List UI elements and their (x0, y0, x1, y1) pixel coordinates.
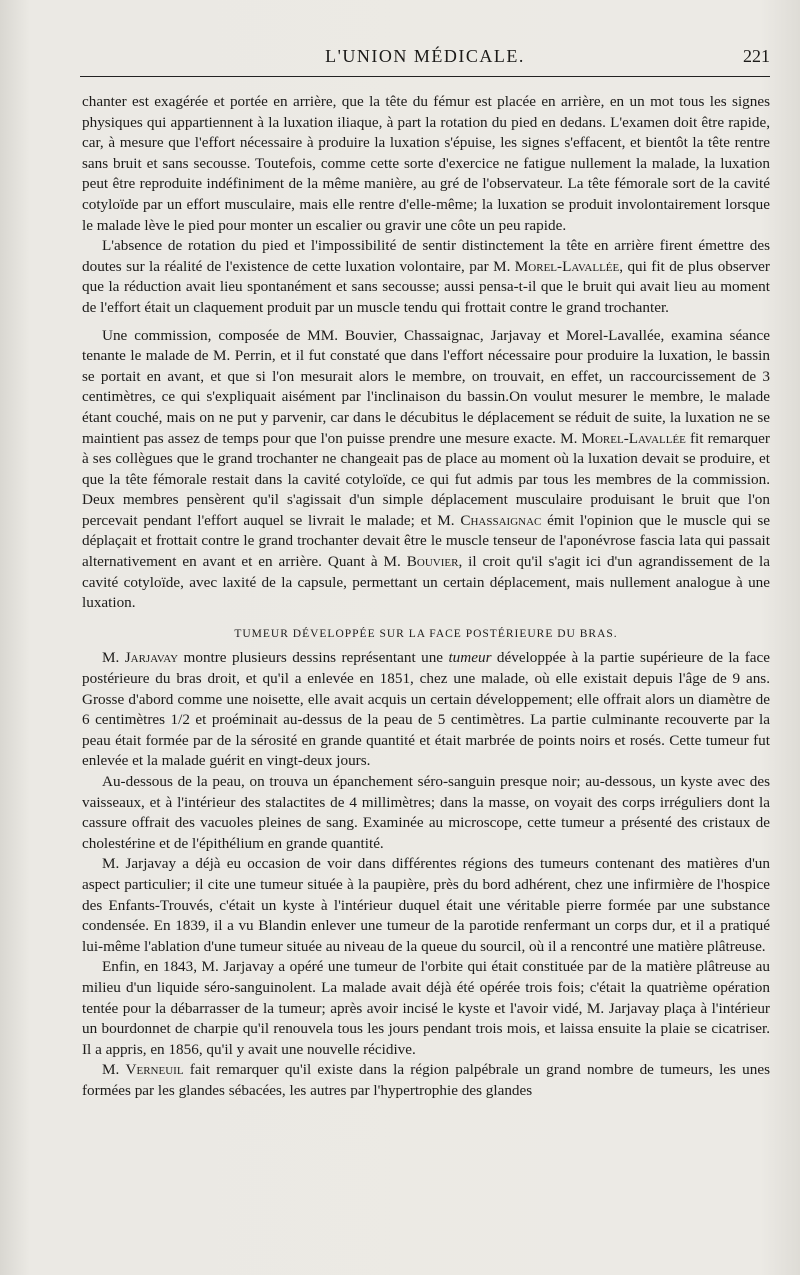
person-name: Morel-Lavallée (581, 429, 686, 447)
running-title: L'UNION MÉDICALE. (325, 46, 525, 66)
header-rule (80, 76, 770, 77)
text-segment: fait remarquer qu'il existe dans la région palpébrale un grand nombre de tumeurs, les unes formées par les glandes sébacées, les autres par l'hypertrophie des glandes (82, 1061, 770, 1099)
section-paragraphs (82, 648, 770, 1101)
paragraph (82, 957, 770, 1060)
text-segment: fit remarquer à ses collègues que le grand trochanter ne changeait pas de place au moment où la luxation devait se produire, et que la tête fémorale restait dans la cavité cotyloïde, ce qui fut admis par tous les membres de la commission. Deux membres pensèrent qu'il s'agissait d'un simple déplacement musculaire produisant le bruit que l'on percevait pendant l'effort auquel se livrait le malade; et M. (82, 429, 770, 529)
text-segment: Une commission, composée de MM. Bouvier, Chassaignac, Jarjavay et Morel-Lavallée, examina séance tenante le malade de M. Perrin, et il fut constaté que dans l'effort nécessaire pour produire la luxation, le bassin se portait en avant, et que si l'on mesurait alors le membre, on trouvait, en effet, un raccourcissement de 3 centimètres, ce qui s'expliquait aisément par l'inclinaison du bassin.On voulut mesurer le membre, le malade étant couché, mais on ne put y parvenir, car dans le décubitus le déplacement se réduit de suite, la luxation ne se maintient pas assez de temps pour que l'on puisse prendre une mesure exacte. M. (82, 326, 770, 447)
text-segment: M. Jarjavay a déjà eu occasion de voir dans différentes régions des tumeurs contenant des matières d'un aspect particulier; il cite une tumeur située à la paupière, près du bord adhérent, chez une infirmière de l'hospice des Enfants-Trouvés, c'était un kyste à l'intérieur duquel était une véritable pierre formée par une substance condensée. En 1839, il a vu Blandin enlever une tumeur de la parotide renfermant un corps dur, et il a pratiqué lui-même l'ablation d'une tumeur située au niveau de la queue du sourcil, où il a rencontré une matière plâtreuse. (82, 855, 770, 955)
person-name: Verneuil (125, 1061, 184, 1079)
paragraph (82, 236, 770, 318)
page-number: 221 (743, 46, 770, 66)
text-segment: Au-dessous de la peau, on trouva un épanchement séro-sanguin presque noir; au-dessous, un kyste avec des vaisseaux, et à l'intérieur des stalactites de 4 millimètres; dans la masse, on voyait des corps irréguliers dont la cassure offrait des vacuoles pleines de sang. Examinée au microscope, cette tumeur a présenté des cristaux de cholestérine et de l'épithélium en grande quantité. (82, 773, 770, 852)
text-segment: M. (102, 649, 125, 667)
person-name: Chassaignac (460, 511, 542, 529)
text-segment: développée à la partie supérieure de la face postérieure du bras droit, et qu'il a enlevée en 1851, chez une malade, où elle existait depuis l'âge de 9 ans. Grosse d'abord comme une noisette, elle avait acquis un certain développement; elle offrait alors un diamètre de 6 centimètres 1/2 et proéminait au-dessus de la peau de 5 centimètres. La partie culminante recouverte par la peau était formée par de la sérosité en grande quantité et était marbrée de points noirs et rosés. Cette tumeur fut enlevée et la malade guérit en vingt-deux jours. (82, 649, 770, 770)
text-segment: M. (102, 1061, 126, 1079)
section-heading: TUMEUR DÉVELOPPÉE SUR LA FACE POSTÉRIEURE DU BRAS. (234, 627, 618, 640)
text-segment: L'absence de rotation du pied et l'impossibilité de sentir distinctement la tête en arrière firent émettre des doutes sur la réalité de l'existence de cette luxation volontaire, par M. (82, 237, 770, 275)
text-segment: , il croit qu'il s'agit ici d'un agrandissement de la cavité cotyloïde, avec laxité de la capsule, permettant un certain déplacement, mais nullement analogue à une luxation. (82, 553, 770, 612)
text-segment: montre plusieurs dessins représentant une (178, 649, 449, 667)
person-name: Jarjavay (124, 649, 179, 667)
paragraph (82, 772, 770, 854)
paragraph (82, 326, 770, 614)
person-name: Morel-Lavallée (514, 257, 620, 275)
text-segment: émit l'opinion que le muscle qui se déplaçait et frottait contre le grand trochanter devait être le muscle tenseur de l'aponévrose fascia lata qui passait alternativement en avant et en arrière. Quant à M. (82, 511, 770, 571)
paragraph (82, 648, 770, 772)
paragraph (82, 854, 770, 957)
paragraph (82, 1060, 770, 1101)
emphasis-text: tumeur (448, 649, 492, 667)
intro-paragraphs (82, 92, 770, 614)
text-segment: chanter est exagérée et portée en arrière, que la tête du fémur est placée en arrière, en un mot tous les signes physiques qui appartiennent à la luxation iliaque, à part la rotation du pied en dedans. L'examen doit être rapide, car, à mesure que l'effort nécessaire à produire la luxation s'épuise, les signes s'effacent, et bientôt la tête rentre sans bruit et sans secousse. Toutefois, comme cette sorte d'exercice ne fatigue nullement la malade, la luxation peut être reproduite indéfiniment de la même manière, au gré de l'observateur. La tête fémorale sort de la cavité cotyloïde par un effort musculaire, mais elle rentre d'elle-même; la luxation se produit involontairement lorsque le malade lève le pied pour monter un escalier ou gravir une côte un peu rapide. (82, 93, 770, 234)
person-name: Bouvier (406, 553, 459, 571)
text-segment: , qui fit de plus observer que la réduction avait lieu spontanément et sans secousse; aussi pensa-t-il que le bruit qui avait lieu au moment de l'effort était un claquement produit par un muscle tendu qui frottait contre le grand trochanter. (82, 257, 770, 316)
paragraph (82, 92, 770, 236)
text-segment: Enfin, en 1843, M. Jarjavay a opéré une tumeur de l'orbite qui était constituée par de la matière plâtreuse au milieu d'un liquide séro-sanguinolent. La malade avait déjà été opérée trois fois; c'était la quatrième opération tentée pour la débarrasser de la tumeur; après avoir incisé le kyste et l'avoir vidé, M. Jarjavay plaça à l'intérieur un bourdonnet de charpie qu'il renouvela tous les jours pendant trois mois, et laissa ensuite la plaie se cicatriser. Il a appris, en 1856, qu'il y avait une nouvelle récidive. (82, 958, 770, 1058)
page-header (80, 44, 770, 74)
body-text (82, 92, 770, 1102)
